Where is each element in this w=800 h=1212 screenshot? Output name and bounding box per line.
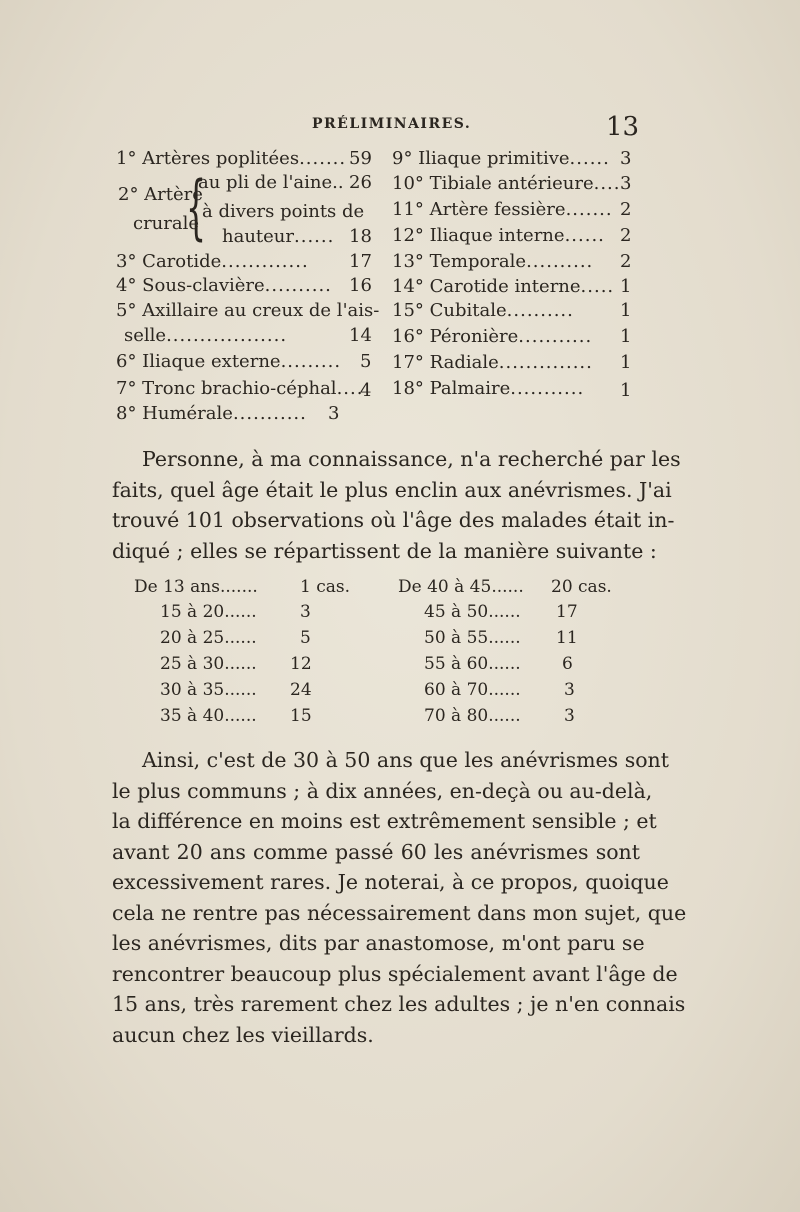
artery-count: 3 — [620, 173, 632, 194]
paragraph-conclusion — [112, 745, 687, 1050]
age-row — [424, 654, 521, 674]
age-range: 50 à 55 — [424, 628, 489, 648]
leader-dots: .................. — [166, 325, 288, 346]
artery-label: 18° Palmaire — [392, 378, 511, 399]
text-line: rencontrer beaucoup plus spécialement avant l'âge de — [112, 961, 678, 986]
artery-count: 2 — [620, 225, 632, 246]
age-range: 30 à 35 — [160, 680, 225, 700]
leader-dots: .......... — [264, 275, 332, 296]
text-line: Personne, à ma connaissance, n'a recherché par les — [142, 447, 681, 471]
age-range: 70 à 80 — [424, 706, 489, 726]
leader-dots: ...... — [569, 148, 610, 169]
artery-row — [116, 351, 341, 372]
artery-label: 4° Sous-clavière — [116, 275, 265, 296]
artery-label: 14° Carotide interne — [392, 276, 581, 297]
age-row — [160, 706, 257, 726]
artery-label: 10° Tibiale antérieure — [392, 173, 594, 194]
artery-row — [392, 326, 592, 347]
artery-label: 3° Carotide — [116, 251, 222, 272]
artery-count: 1 — [620, 300, 632, 321]
age-row — [160, 628, 257, 648]
artery-label: 15° Cubitale — [392, 300, 507, 321]
leader-dots: ....... — [299, 148, 347, 169]
artery-label: 17° Radiale — [392, 352, 499, 373]
artery-row — [392, 199, 613, 220]
text-line: excessivement rares. Je noterai, à ce propos, quoique — [112, 870, 669, 894]
artery-row — [392, 276, 614, 297]
artery-label: selle — [124, 325, 167, 346]
leader-dots: ...... — [488, 654, 521, 674]
artery-label: crurale — [133, 213, 200, 234]
text-line: la différence en moins est extrêmement sensible ; et — [112, 809, 657, 833]
age-range: De 13 ans — [134, 577, 220, 597]
artery-label: 5° Axillaire au creux de l'ais- — [116, 300, 380, 321]
age-count: 5 — [300, 628, 311, 648]
leader-dots: ...... — [224, 654, 257, 674]
artery-label: 13° Temporale — [392, 251, 527, 272]
leader-dots: ...... — [488, 706, 521, 726]
artery-count: 17 — [349, 251, 372, 272]
leader-dots: .......... — [506, 300, 574, 321]
leader-dots: ...... — [488, 680, 521, 700]
leader-dots: . — [337, 172, 345, 193]
artery-count: 18 — [349, 226, 372, 247]
leader-dots: ..... — [580, 276, 615, 297]
text-line: trouvé 101 observations où l'âge des malades était in- — [112, 508, 675, 532]
leader-dots: ...... — [491, 577, 524, 597]
age-count: 1 cas. — [300, 577, 351, 597]
text-line: faits, quel âge était le plus enclin aux anévrismes. J'ai — [112, 477, 672, 502]
leader-dots: .......... — [526, 251, 594, 272]
artery-row — [392, 148, 610, 169]
artery-count: 2 — [620, 251, 632, 272]
artery-row — [116, 403, 307, 424]
running-header — [0, 112, 800, 152]
running-title: PRÉLIMINAIRES. — [312, 116, 472, 132]
age-count: 20 cas. — [551, 577, 612, 597]
leader-dots: .... — [336, 378, 364, 399]
age-row — [134, 577, 258, 597]
text-line: cela ne rentre pas nécessairement dans mon sujet, que — [112, 900, 687, 925]
leader-dots: .... — [593, 173, 621, 194]
artery-row — [392, 251, 593, 272]
age-range: 25 à 30 — [160, 654, 225, 674]
artery-count: 1 — [620, 276, 632, 297]
artery-label: 8° Humérale — [116, 403, 233, 424]
age-range: 45 à 50 — [424, 602, 489, 622]
artery-row — [116, 275, 332, 296]
age-range: 55 à 60 — [424, 654, 489, 674]
age-row — [160, 680, 257, 700]
age-count: 17 — [556, 602, 578, 622]
age-row — [424, 628, 521, 648]
artery-count: 2 — [620, 199, 632, 220]
leader-dots: ........... — [518, 326, 593, 347]
artery-count: 1 — [620, 352, 632, 373]
age-range: 35 à 40 — [160, 706, 225, 726]
artery-label: 2° Artère — [118, 184, 203, 205]
artery-row — [124, 325, 287, 346]
leader-dots: ....... — [219, 577, 258, 597]
age-count: 12 — [290, 654, 312, 674]
age-row — [398, 577, 524, 597]
text-line: diqué ; elles se répartissent de la manière suivante : — [112, 538, 657, 563]
artery-label: hauteur — [222, 226, 294, 247]
leader-dots: .............. — [498, 352, 593, 373]
age-count: 3 — [300, 602, 311, 622]
artery-label: au pli de l'aine. — [198, 172, 338, 193]
artery-count: 5 — [360, 351, 372, 372]
leader-dots: ...... — [224, 602, 257, 622]
leader-dots: ...... — [294, 226, 335, 247]
artery-row — [392, 378, 584, 399]
text-line: le plus communs ; à dix années, en-deçà ou au-delà, — [112, 778, 653, 803]
age-row — [424, 680, 521, 700]
leader-dots: ...... — [488, 602, 521, 622]
leader-dots: ......... — [280, 351, 342, 372]
age-count: 6 — [562, 654, 573, 674]
text-line: avant 20 ans comme passé 60 les anévrismes sont — [112, 839, 640, 864]
age-count: 15 — [290, 706, 312, 726]
artery-row — [392, 352, 593, 373]
age-range: 15 à 20 — [160, 602, 225, 622]
leader-dots: ........... — [510, 378, 585, 399]
artery-row — [133, 213, 199, 234]
artery-row — [392, 173, 621, 194]
artery-row — [198, 172, 345, 193]
artery-row — [116, 378, 363, 399]
artery-label: 1° Artères poplitées — [116, 148, 300, 169]
paragraph-intro — [112, 444, 681, 566]
artery-label: 6° Iliaque externe — [116, 351, 281, 372]
age-count: 11 — [556, 628, 578, 648]
age-count: 24 — [290, 680, 312, 700]
artery-label: 11° Artère fessière — [392, 199, 566, 220]
artery-count: 16 — [349, 275, 372, 296]
age-row — [424, 602, 521, 622]
text-line: aucun chez les vieillards. — [112, 1022, 374, 1047]
leader-dots: ............. — [221, 251, 309, 272]
leader-dots: ...... — [224, 628, 257, 648]
artery-count: 4 — [360, 380, 372, 401]
age-range: 60 à 70 — [424, 680, 489, 700]
artery-label: à divers points de — [202, 201, 365, 222]
artery-count: 26 — [349, 172, 372, 193]
leader-dots: ...... — [564, 225, 605, 246]
page-number: 13 — [606, 112, 640, 142]
artery-row — [116, 300, 379, 321]
text-line: Ainsi, c'est de 30 à 50 ans que les anévrismes sont — [142, 748, 669, 772]
leader-dots: ...... — [224, 680, 257, 700]
age-row — [424, 706, 521, 726]
leader-dots: ........... — [232, 403, 307, 424]
artery-count: 1 — [620, 380, 632, 401]
artery-count: 1 — [620, 326, 632, 347]
age-range: 20 à 25 — [160, 628, 225, 648]
leader-dots: ....... — [565, 199, 613, 220]
artery-row — [202, 201, 364, 222]
age-row — [160, 654, 257, 674]
artery-label: 9° Iliaque primitive — [392, 148, 570, 169]
artery-count: 3 — [328, 403, 340, 424]
age-count: 3 — [564, 706, 575, 726]
artery-label: 12° Iliaque interne — [392, 225, 565, 246]
artery-row — [222, 226, 334, 247]
leader-dots: ...... — [224, 706, 257, 726]
artery-count: 14 — [349, 325, 372, 346]
text-line: 15 ans, très rarement chez les adultes ; je n'en connais — [112, 992, 686, 1016]
artery-count: 59 — [349, 148, 372, 169]
artery-label: 7° Tronc brachio-céphal — [116, 378, 337, 399]
age-count: 3 — [564, 680, 575, 700]
text-line: les anévrismes, dits par anastomose, m'ont paru se — [112, 931, 645, 955]
artery-label: 16° Péronière — [392, 326, 519, 347]
artery-row — [392, 225, 605, 246]
artery-count: 3 — [620, 148, 632, 169]
artery-row — [392, 300, 574, 321]
artery-row — [116, 251, 309, 272]
brace: { — [186, 166, 207, 248]
age-range: De 40 à 45 — [398, 577, 492, 597]
leader-dots: ...... — [488, 628, 521, 648]
artery-row — [116, 148, 346, 169]
age-row — [160, 602, 257, 622]
